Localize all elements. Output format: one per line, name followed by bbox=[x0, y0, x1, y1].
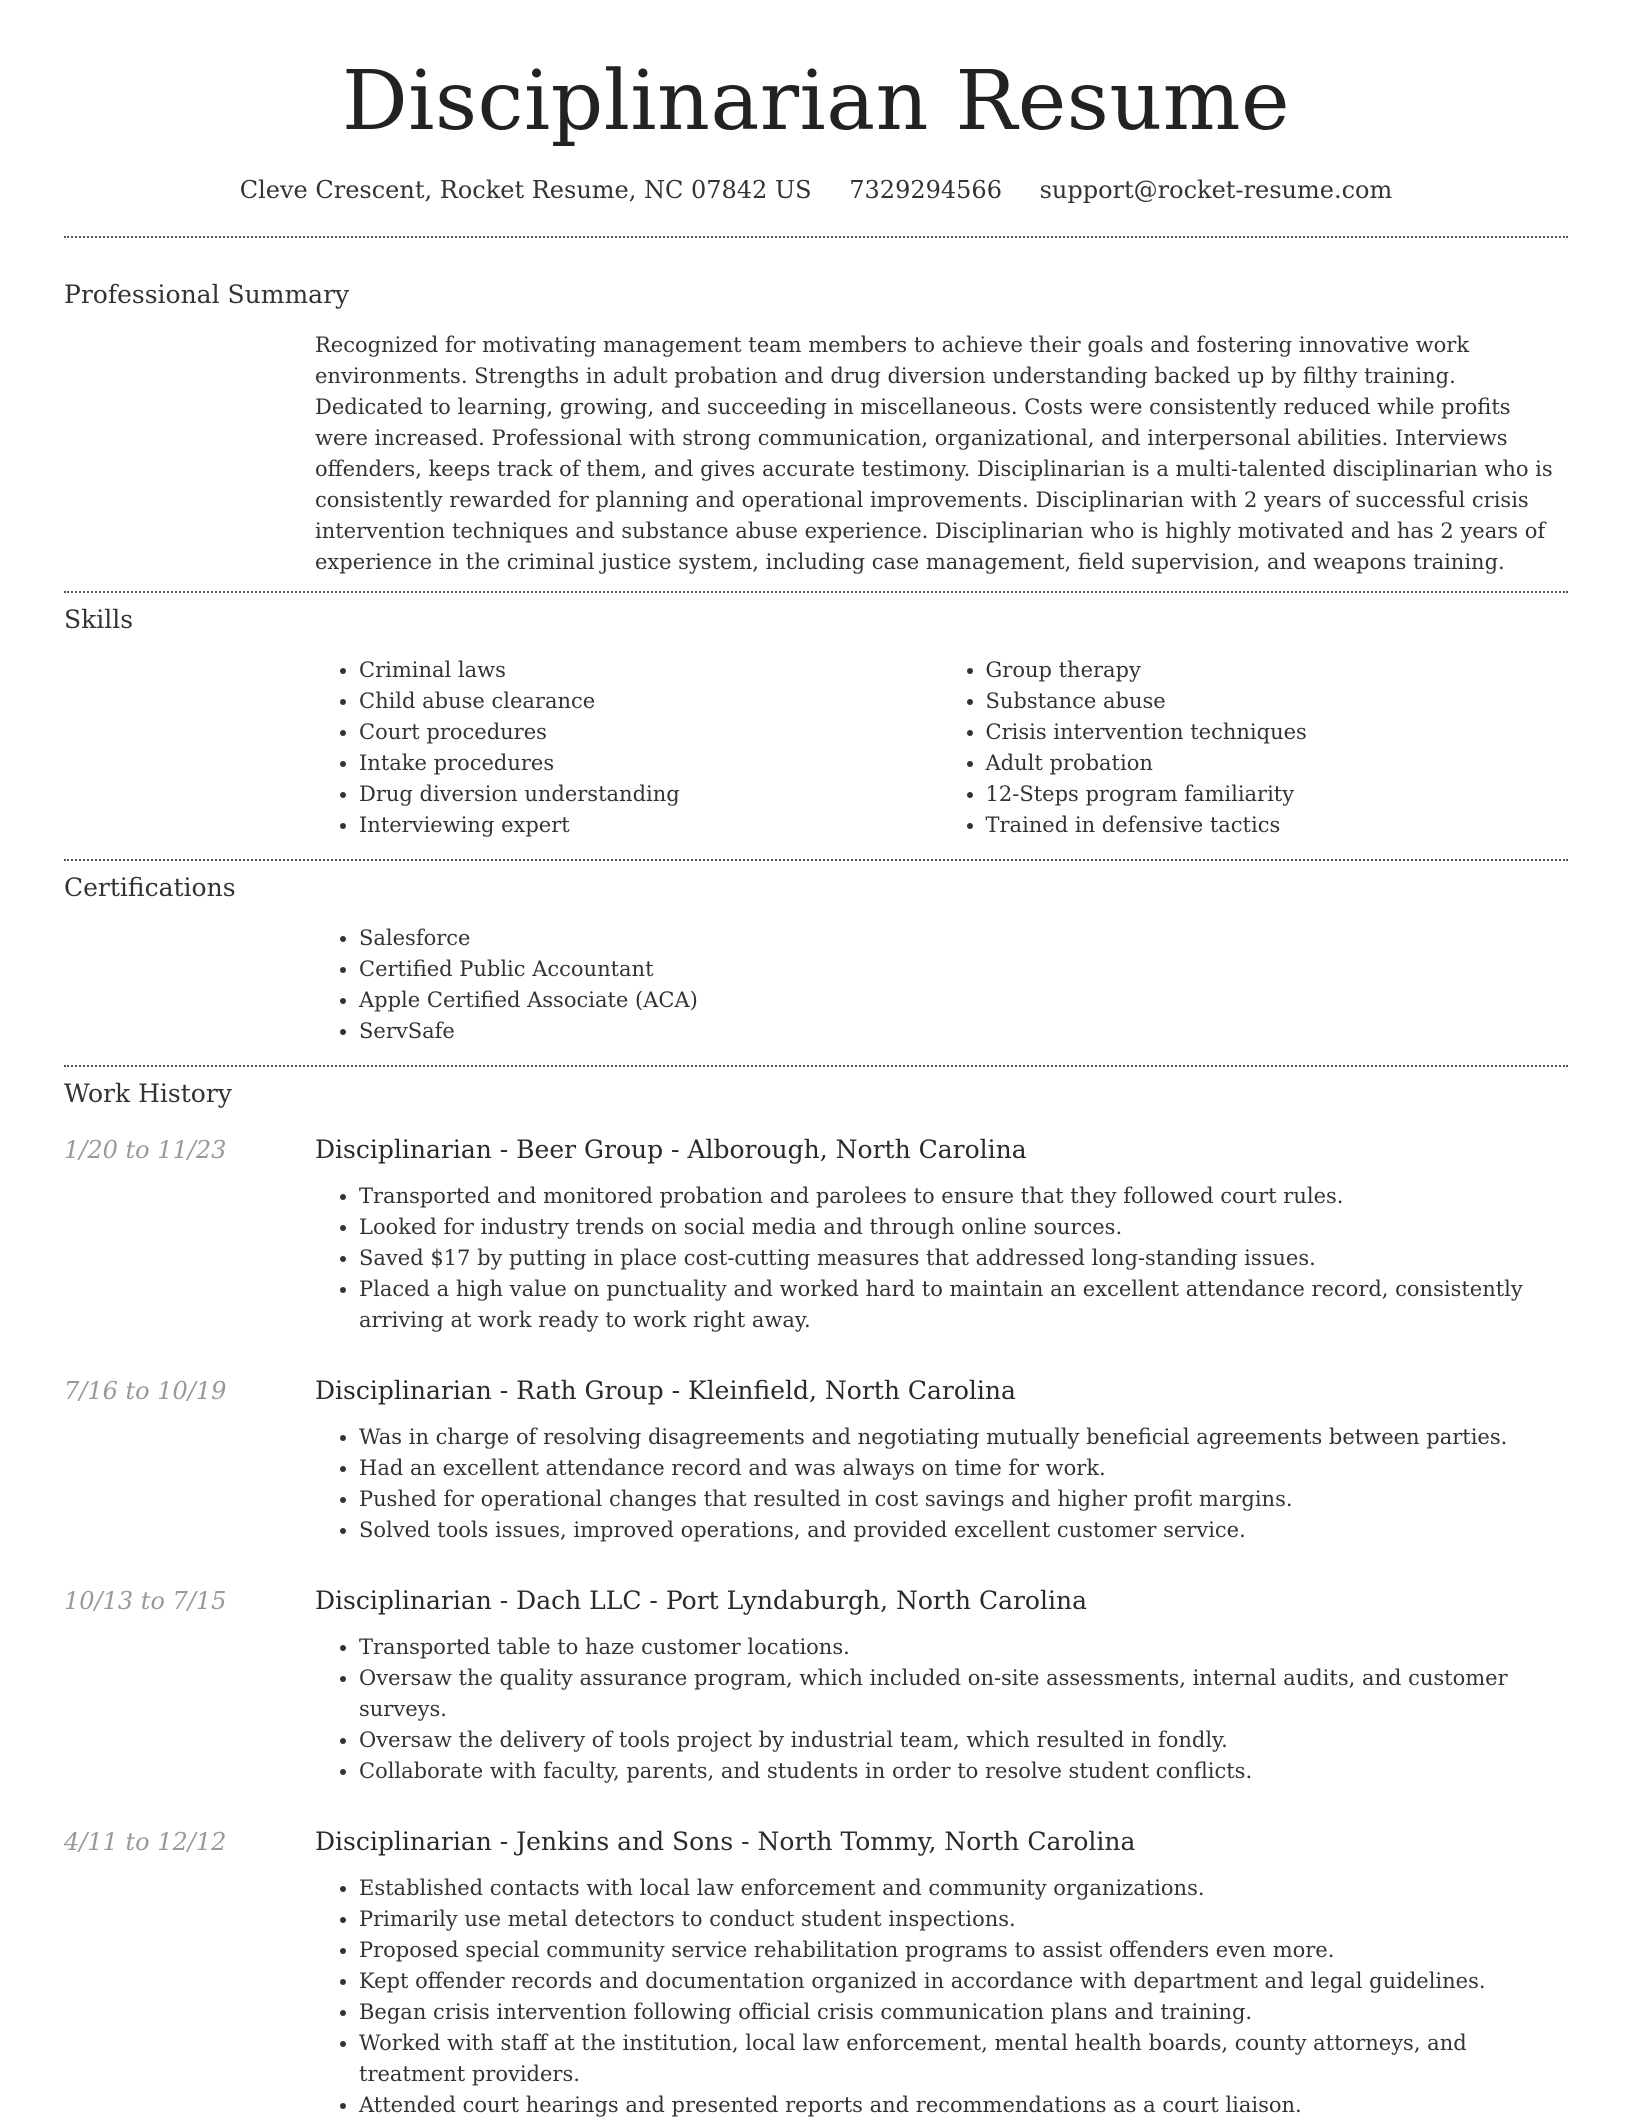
job-bullet: • Saved $17 by putting in place cost-cutting measures that addressed long-standing issues. bbox=[359, 1243, 1568, 1274]
job-details bbox=[315, 1825, 1568, 2121]
skills-grid bbox=[315, 655, 1568, 841]
certification-item: • ServSafe bbox=[359, 1016, 1568, 1047]
address: Cleve Crescent, Rocket Resume, NC 07842 US bbox=[239, 176, 812, 204]
job-bullet: • Pushed for operational changes that resulted in cost savings and higher profit margins. bbox=[359, 1484, 1568, 1515]
certification-item: • Salesforce bbox=[359, 923, 1568, 954]
work-history-heading: Work History bbox=[64, 1079, 232, 1108]
job-bullets bbox=[315, 1873, 1568, 2121]
job-bullet: • Placed a high value on punctuality and worked hard to maintain an excellent attendance record, consistently arriving at work ready to work right away. bbox=[359, 1274, 1568, 1336]
job-bullet: • Worked with staff at the institution, local law enforcement, mental health boards, county attorneys, and treatment providers. bbox=[359, 2028, 1568, 2090]
job-entry bbox=[64, 1584, 1568, 1787]
job-date: 4/11 to 12/12 bbox=[64, 1828, 227, 1856]
skills-right-list bbox=[942, 655, 1569, 841]
certifications-heading: Certifications bbox=[64, 873, 236, 902]
job-entry bbox=[64, 1133, 1568, 1336]
job-bullet: • Was in charge of resolving disagreements and negotiating mutually beneficial agreements between parties. bbox=[359, 1422, 1568, 1453]
job-date: 1/20 to 11/23 bbox=[64, 1136, 227, 1164]
job-bullet: • Kept offender records and documentation organized in accordance with department and legal guidelines. bbox=[359, 1966, 1568, 1997]
job-title: Disciplinarian - Rath Group - Kleinfield, North Carolina bbox=[315, 1376, 1016, 1405]
job-title: Disciplinarian - Beer Group - Alborough, North Carolina bbox=[315, 1135, 1027, 1164]
job-title: Disciplinarian - Dach LLC - Port Lyndaburgh, North Carolina bbox=[315, 1586, 1087, 1615]
certifications-body bbox=[315, 923, 1568, 1047]
job-date: 7/16 to 10/19 bbox=[64, 1377, 227, 1405]
summary-text: Recognized for motivating management team members to achieve their goals and fostering innovative work environments. Strengths in adult probation and drug diversion understanding backed up by filthy training. Dedicated to learning, growing, and succeeding in miscellaneous. Costs were consistently reduced while profits were increased. Professional with strong communication, organizational, and interpersonal abilities. Interviews offenders, keeps track of them, and gives accurate testimony. Disciplinarian is a multi-talented disciplinarian who is consistently rewarded for planning and operational improvements. Disciplinarian with 2 years of successful crisis intervention techniques and substance abuse experience. Disciplinarian who is highly motivated and has 2 years of experience in the criminal justice system, including case management, field supervision, and weapons training. bbox=[315, 333, 1553, 574]
skill-item: • Trained in defensive tactics bbox=[986, 810, 1569, 841]
phone: 7329294566 bbox=[849, 176, 1002, 204]
summary-section bbox=[64, 238, 1568, 578]
skill-item: • Child abuse clearance bbox=[359, 686, 942, 717]
contact-line bbox=[64, 174, 1568, 206]
skills-heading: Skills bbox=[64, 605, 134, 634]
job-bullet: • Proposed special community service rehabilitation programs to assist offenders even more. bbox=[359, 1935, 1568, 1966]
work-history-section bbox=[64, 1067, 1568, 2121]
certification-item: • Certified Public Accountant bbox=[359, 954, 1568, 985]
job-bullet: • Began crisis intervention following official crisis communication plans and training. bbox=[359, 1997, 1568, 2028]
job-entry bbox=[64, 1825, 1568, 2121]
job-bullet: • Collaborate with faculty, parents, and students in order to resolve student conflicts. bbox=[359, 1756, 1568, 1787]
skill-item: • Drug diversion understanding bbox=[359, 779, 942, 810]
certification-item: • Apple Certified Associate (ACA) bbox=[359, 985, 1568, 1016]
skill-item: • Court procedures bbox=[359, 717, 942, 748]
certifications-list bbox=[315, 923, 1568, 1047]
certifications-section bbox=[64, 861, 1568, 1047]
job-details bbox=[315, 1584, 1568, 1787]
skill-item: • Adult probation bbox=[986, 748, 1569, 779]
job-date: 10/13 to 7/15 bbox=[64, 1587, 227, 1615]
skill-item: • Interviewing expert bbox=[359, 810, 942, 841]
skill-item: • Criminal laws bbox=[359, 655, 942, 686]
summary-heading: Professional Summary bbox=[64, 280, 350, 309]
page-title: Disciplinarian Resume bbox=[342, 54, 1290, 149]
skill-item: • Intake procedures bbox=[359, 748, 942, 779]
job-title: Disciplinarian - Jenkins and Sons - North Tommy, North Carolina bbox=[315, 1827, 1136, 1856]
job-bullets bbox=[315, 1632, 1568, 1787]
email: support@rocket-resume.com bbox=[1039, 176, 1393, 204]
job-details bbox=[315, 1133, 1568, 1336]
job-bullet: • Attended court hearings and presented reports and recommendations as a court liaison. bbox=[359, 2090, 1568, 2121]
job-bullet: • Solved tools issues, improved operations, and provided excellent customer service. bbox=[359, 1515, 1568, 1546]
job-bullets bbox=[315, 1181, 1568, 1336]
skill-item: • Substance abuse bbox=[986, 686, 1569, 717]
job-bullet: • Looked for industry trends on social media and through online sources. bbox=[359, 1212, 1568, 1243]
skills-left-list bbox=[315, 655, 942, 841]
job-bullet: • Oversaw the quality assurance program, which included on-site assessments, internal audits, and customer surveys. bbox=[359, 1663, 1568, 1725]
job-bullet: • Had an excellent attendance record and was always on time for work. bbox=[359, 1453, 1568, 1484]
skill-item: • Group therapy bbox=[986, 655, 1569, 686]
job-bullets bbox=[315, 1422, 1568, 1546]
job-bullet: • Transported table to haze customer locations. bbox=[359, 1632, 1568, 1663]
job-details bbox=[315, 1374, 1568, 1546]
skill-item: • Crisis intervention techniques bbox=[986, 717, 1569, 748]
job-entry bbox=[64, 1374, 1568, 1546]
job-bullet: • Primarily use metal detectors to conduct student inspections. bbox=[359, 1904, 1568, 1935]
jobs-container bbox=[64, 1133, 1568, 2121]
skill-item: • 12-Steps program familiarity bbox=[986, 779, 1569, 810]
job-bullet: • Oversaw the delivery of tools project by industrial team, which resulted in fondly. bbox=[359, 1725, 1568, 1756]
skills-section bbox=[64, 593, 1568, 841]
job-bullet: • Established contacts with local law enforcement and community organizations. bbox=[359, 1873, 1568, 1904]
job-bullet: • Transported and monitored probation and parolees to ensure that they followed court rules. bbox=[359, 1181, 1568, 1212]
